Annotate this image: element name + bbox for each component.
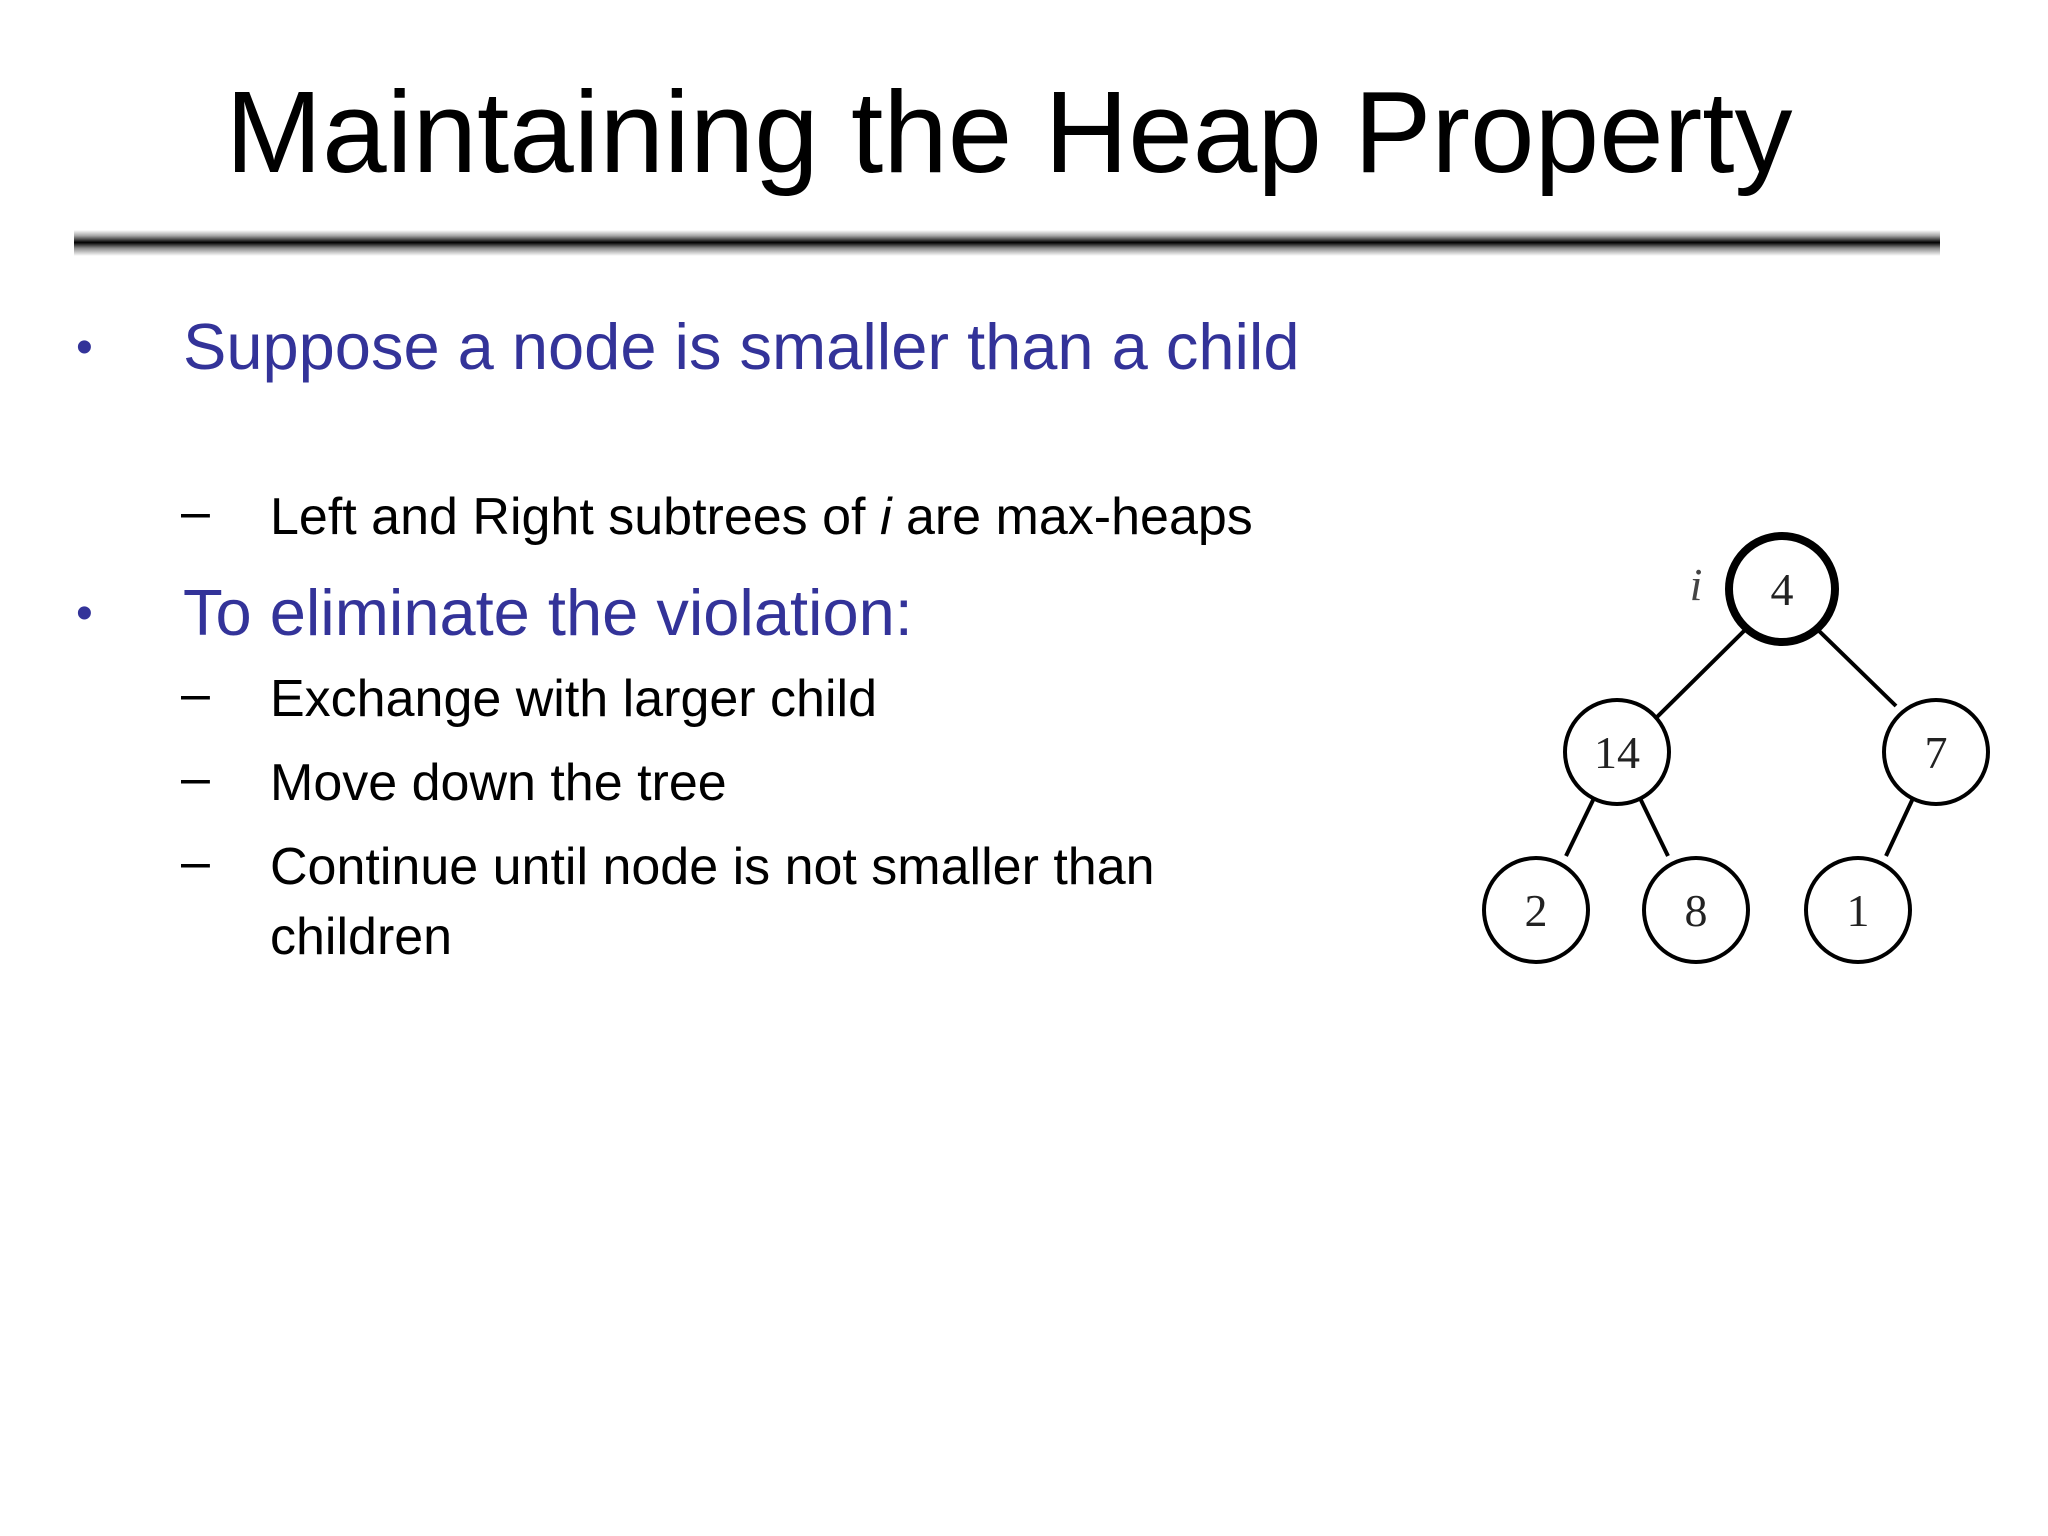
sub-bullet-text: Exchange with larger child xyxy=(270,670,877,728)
edge xyxy=(1816,628,1896,706)
bullet-text: To eliminate the violation: xyxy=(183,576,913,649)
edge xyxy=(1637,792,1668,856)
heap-node-root xyxy=(1729,536,1835,642)
sub-bullet-marker: – xyxy=(181,833,210,891)
edge xyxy=(1886,794,1915,856)
heap-node xyxy=(1644,858,1748,962)
node-value: 4 xyxy=(1770,564,1794,615)
node-value: 2 xyxy=(1524,885,1548,936)
slide-title: Maintaining the Heap Property xyxy=(225,67,1793,197)
sub-bullet-text: Move down the tree xyxy=(270,754,727,812)
node-value: 1 xyxy=(1846,885,1870,936)
sub-bullet-text: Continue until node is not smaller than children xyxy=(270,838,1155,966)
heap-node xyxy=(1565,700,1669,804)
heap-node xyxy=(1884,700,1988,804)
sub-bullet-text-part: Left and Right subtrees of xyxy=(270,488,880,546)
title-divider xyxy=(74,230,1940,256)
sub-bullet-text-part: are max-heaps xyxy=(891,488,1253,546)
sub-bullet-marker: – xyxy=(181,483,210,541)
heap-node xyxy=(1484,858,1588,962)
node-value: 8 xyxy=(1684,885,1708,936)
variable-i: i xyxy=(879,488,892,546)
edge xyxy=(1566,794,1596,856)
sub-bullet-marker: – xyxy=(181,749,210,807)
node-value: 14 xyxy=(1594,727,1640,778)
sub-bullet-text xyxy=(270,482,1350,552)
node-value: 7 xyxy=(1924,727,1948,778)
heap-node xyxy=(1806,858,1910,962)
sub-bullet-marker: – xyxy=(181,665,210,723)
bullet-marker: • xyxy=(76,321,93,374)
edge xyxy=(1652,628,1747,722)
node-label-i: i xyxy=(1689,559,1703,610)
bullet-text: Suppose a node is smaller than a child xyxy=(183,310,1300,383)
heap-tree-diagram xyxy=(1450,500,2010,1000)
bullet-marker: • xyxy=(76,587,93,640)
